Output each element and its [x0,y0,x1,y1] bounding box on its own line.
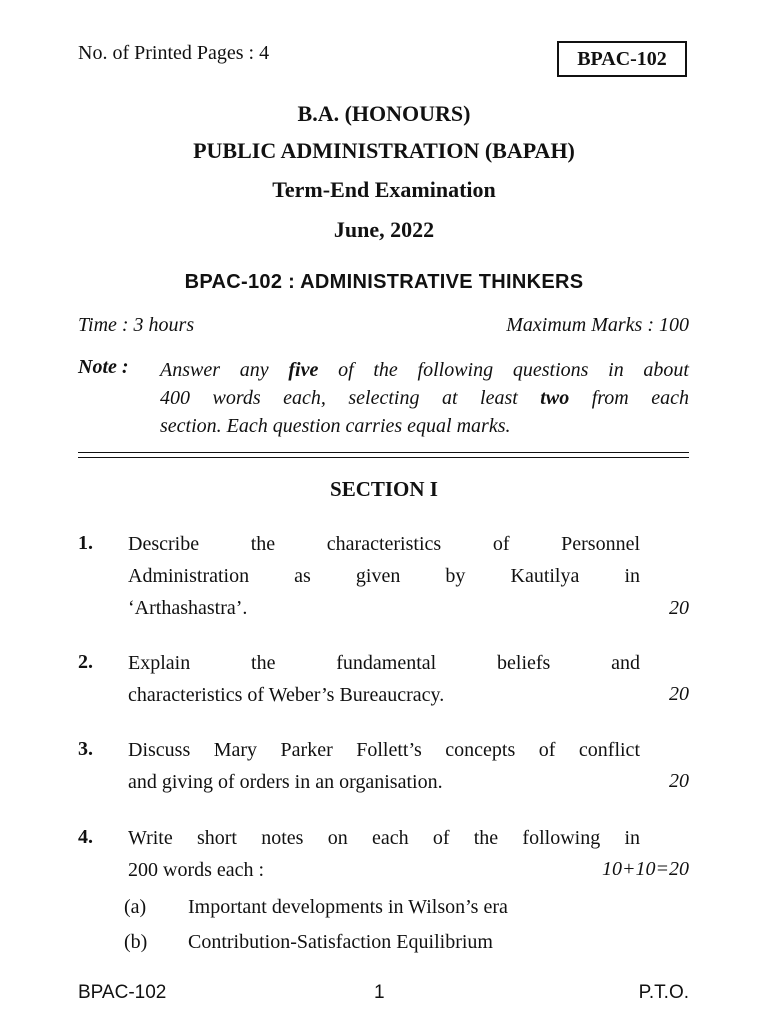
note-line-2-start: 400 words each, selecting at least [160,387,541,409]
question-3-text [128,734,640,798]
question-1-text [128,528,640,624]
question-4-line-1: Write short notes on each of the following in [128,827,640,849]
note-line-2 [160,384,689,412]
printed-pages-count: No. of Printed Pages : 4 [78,42,270,64]
note-line-1-start: Answer any [160,359,289,381]
question-4-subpart-b-text: Contribution-Satisfaction Equilibrium [188,931,493,953]
divider-top [78,452,689,453]
note-emphasis-two: two [540,387,570,409]
question-4-number: 4. [78,826,93,848]
maximum-marks: Maximum Marks : 100 [506,314,689,336]
question-1-line-2: Administration as given by Kautilya in [128,565,640,587]
note-line-1-end: of the following questions in about [318,359,689,381]
question-1-marks: 20 [669,597,689,619]
note-instructions [160,356,689,440]
question-2-line-1: Explain the fundamental beliefs and [128,652,640,674]
note-line-1 [160,356,689,384]
exam-duration: Time : 3 hours [78,314,195,336]
note-emphasis-five: five [288,359,319,381]
question-3-number: 3. [78,738,93,760]
exam-date: June, 2022 [333,217,435,242]
question-4-text [128,822,640,886]
course-title: BPAC-102 : ADMINISTRATIVE THINKERS [184,271,584,293]
note-line-3: section. Each question carries equal marks. [160,415,511,437]
programme-title: PUBLIC ADMINISTRATION (BAPAH) [193,138,575,163]
paper-code-box: BPAC-102 [557,41,687,77]
note-label: Note : [78,356,129,378]
question-2-marks: 20 [669,683,689,705]
divider-bottom [78,457,689,458]
degree-title: B.A. (HONOURS) [297,101,471,126]
section-heading: SECTION I [330,477,438,501]
exam-type: Term-End Examination [272,177,496,202]
question-4-subpart-a-text: Important developments in Wilson’s era [188,896,508,918]
footer-page-number: 1 [374,982,385,1003]
question-4-marks: 10+10=20 [602,858,689,880]
question-2-text [128,647,640,711]
footer-paper-code: BPAC-102 [78,982,167,1003]
footer-pto: P.T.O. [638,982,689,1003]
question-3-line-2: and giving of orders in an organisation. [128,771,443,793]
question-2-line-2: characteristics of Weber’s Bureaucracy. [128,684,445,706]
question-4-subpart-a-label: (a) [124,896,147,918]
question-1-line-1: Describe the characteristics of Personnel [128,533,640,555]
question-3-line-1: Discuss Mary Parker Follett’s concepts of conflict [128,739,640,761]
question-1-number: 1. [78,532,93,554]
question-3-marks: 20 [669,770,689,792]
question-4-line-2: 200 words each : [128,859,265,881]
question-2-number: 2. [78,651,93,673]
question-4-subpart-b-label: (b) [124,931,148,953]
question-1-line-3: ‘Arthashastra’. [128,597,248,619]
note-line-2-end: from each [569,387,689,409]
